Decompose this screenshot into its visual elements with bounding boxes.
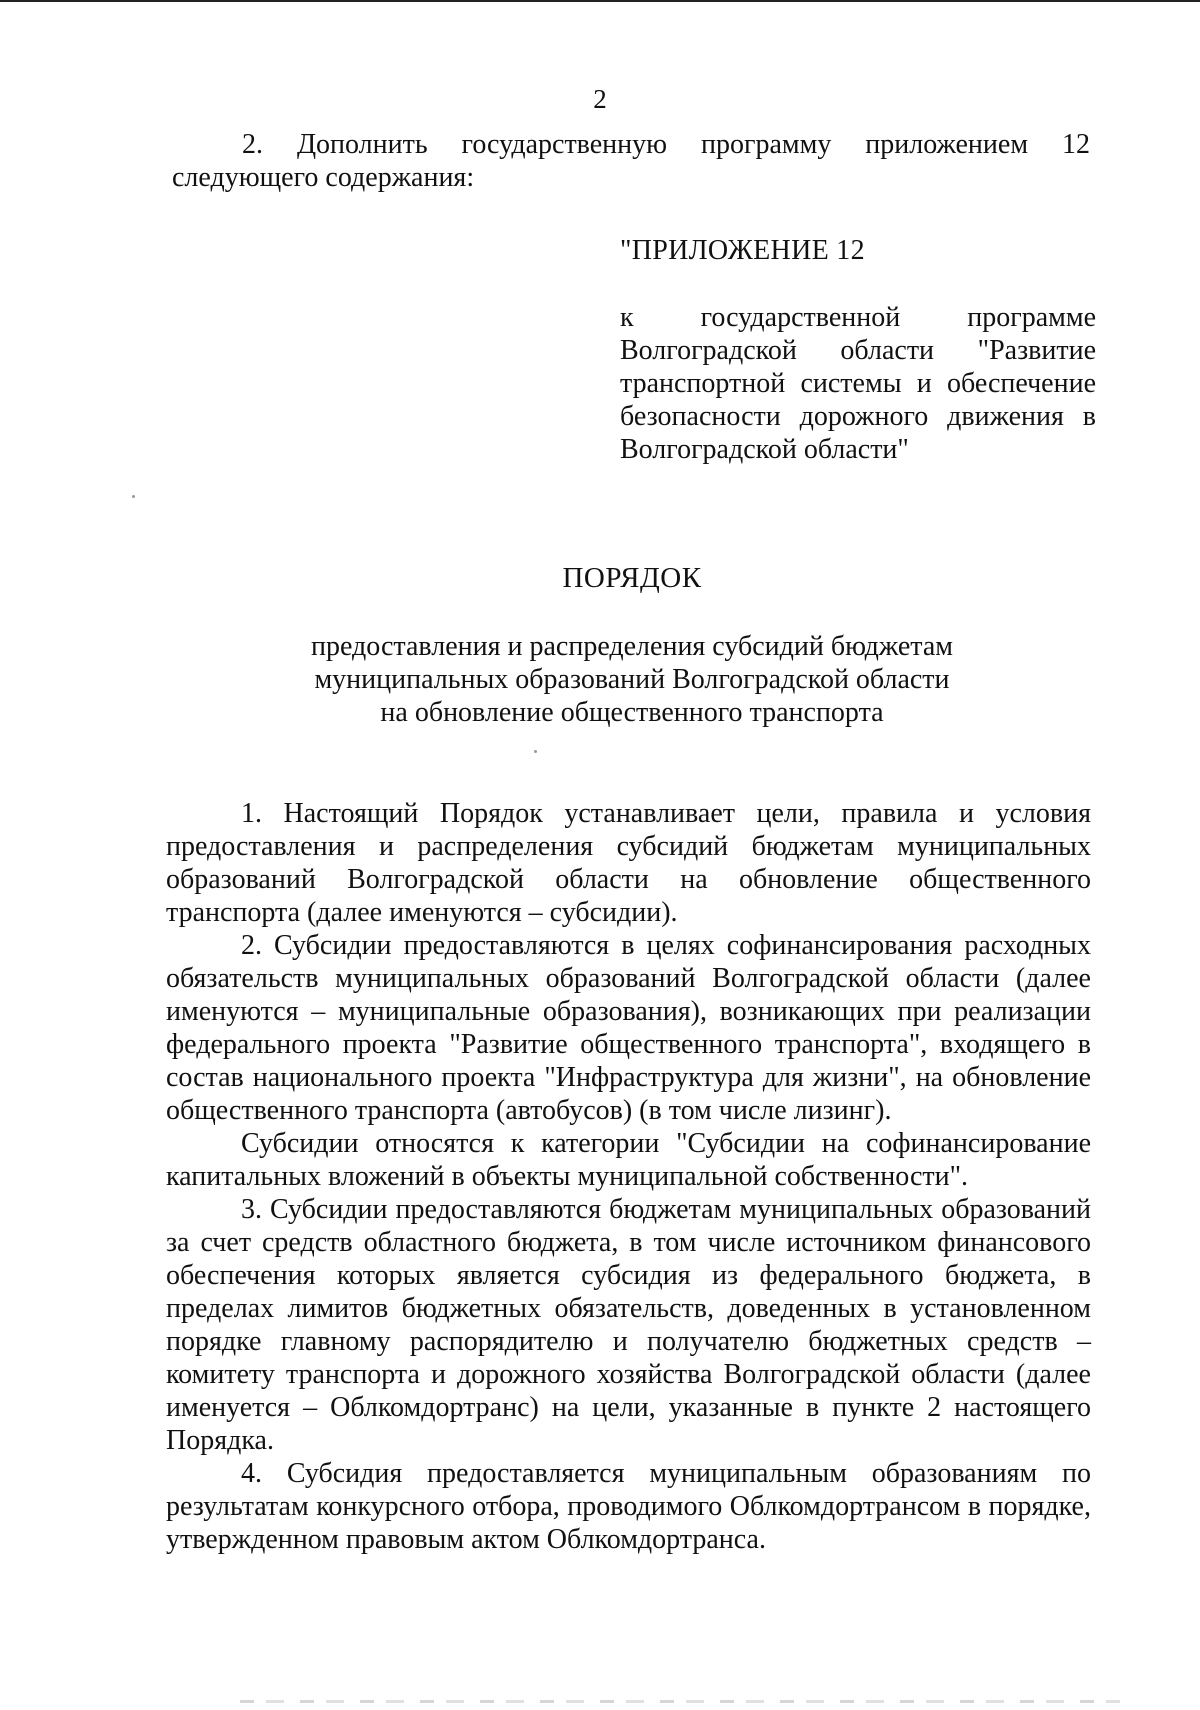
document-body <box>166 797 1091 1556</box>
scan-artifact <box>240 1700 1120 1703</box>
document-title: ПОРЯДОК <box>562 562 702 594</box>
body-paragraph: 2. Субсидии предоставляются в целях софинансирования расходных обязательств муниципальных образований Волгоградской области (далее именуются – муниципальные образования), возникающих при реализации федерального проекта "Развитие общественного транспорта", входящего в состав национального проекта "Инфраструктура для жизни", на обновление общественного транспорта (автобусов) (в том числе лизинг). <box>166 930 1091 1126</box>
document-subtitle-line: муниципальных образований Волгоградской области <box>314 664 950 695</box>
body-paragraph: 3. Субсидии предоставляются бюджетам муниципальных образований за счет средств областного бюджета, в том числе источником финансового обеспечения которых является субсидия из федерального бюджета, в пределах лимитов бюджетных обязательств, доведенных в установленном порядке главному распорядителю и получателю бюджетных средств – комитету транспорта и дорожного хозяйства Волгоградской области (далее именуется – Облкомдортранс) на цели, указанные в пункте 2 настоящего Порядка. <box>166 1194 1091 1456</box>
body-paragraph: 4. Субсидия предоставляется муниципальным образованиям по результатам конкурсного отбора, проводимого Облкомдортрансом в порядке, утвержденном правовым актом Облкомдортранса. <box>166 1458 1091 1555</box>
scan-artifact <box>534 750 537 753</box>
document-subtitle <box>300 630 964 729</box>
page-top-border <box>0 0 1200 2</box>
document-subtitle-line: предоставления и распределения субсидий бюджетам <box>310 631 953 662</box>
intro-paragraph: 2. Дополнить государственную программу приложением 12 следующего содержания: <box>172 129 1090 193</box>
body-paragraph: Субсидии относятся к категории "Субсидии на софинансирование капитальных вложений в объекты муниципальной собственности". <box>166 1128 1091 1192</box>
scan-artifact <box>132 495 135 498</box>
body-paragraph: 1. Настоящий Порядок устанавливает цели, правила и условия предоставления и распределения субсидий бюджетам муниципальных образований Волгоградской области на обновление общественного транспорта (далее именуются – субсидии). <box>166 798 1091 928</box>
document-subtitle-line: на обновление общественного транспорта <box>380 697 884 728</box>
page-number: 2 <box>593 84 607 114</box>
appendix-subtitle: к государственной программе Волгоградской области "Развитие транспортной системы и обеспечение безопасности дорожного движения в Волгоградской области" <box>620 302 1096 465</box>
appendix-title: "ПРИЛОЖЕНИЕ 12 <box>620 235 865 266</box>
